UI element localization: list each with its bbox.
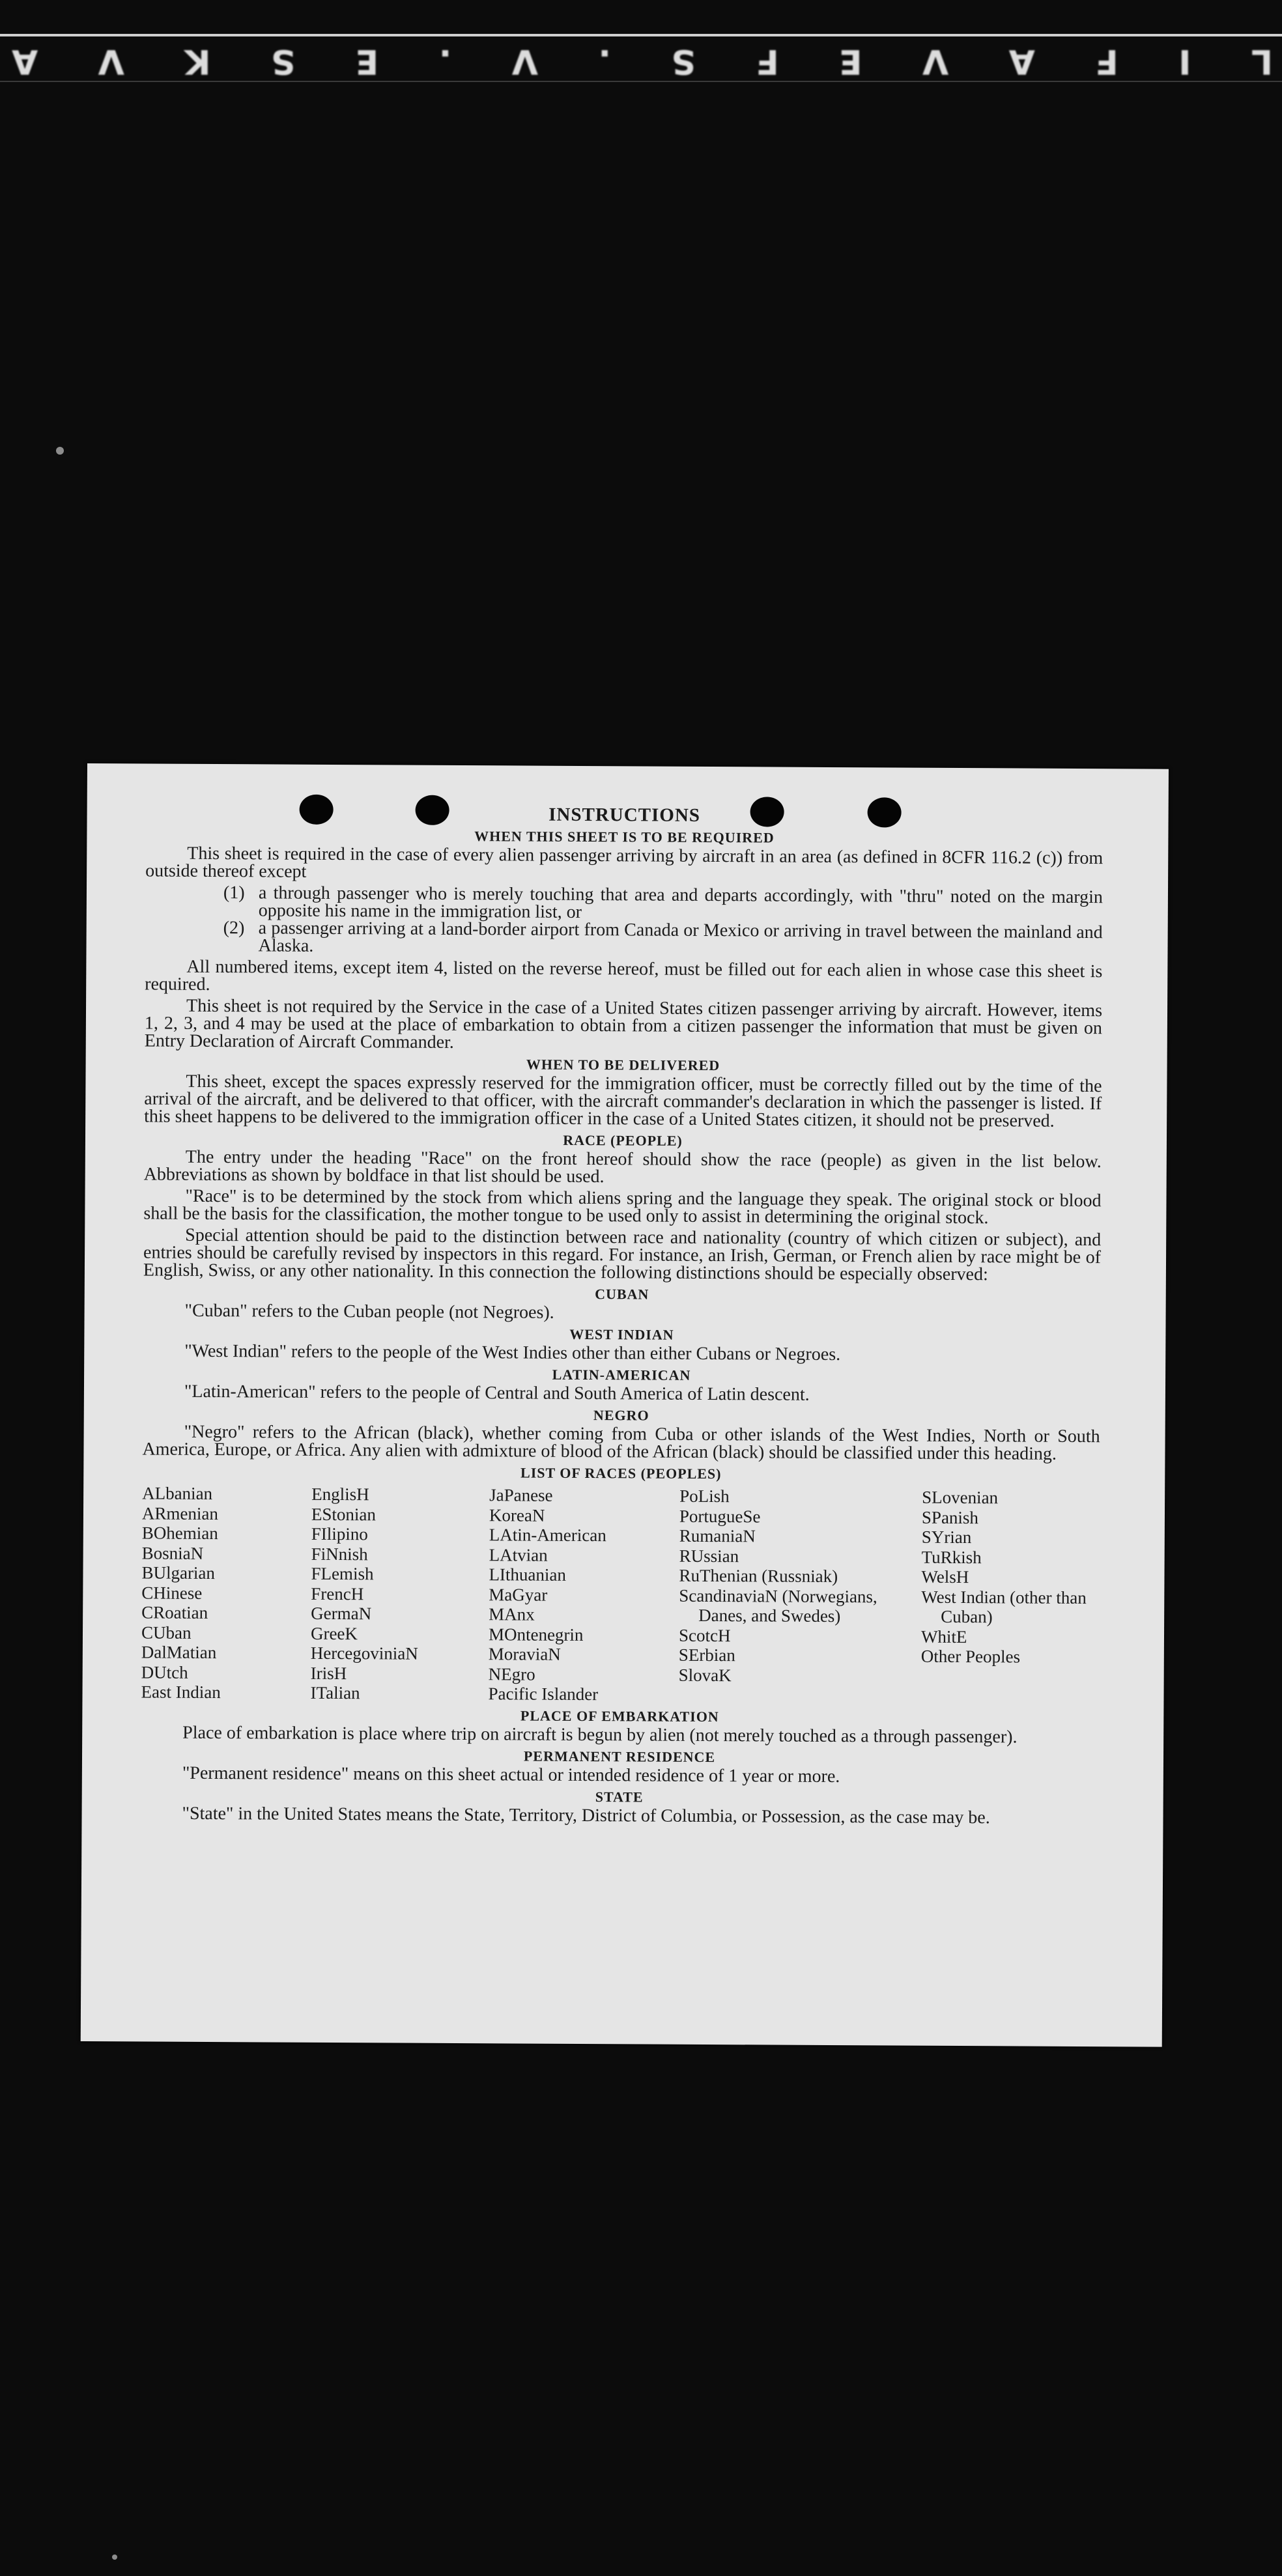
race-entry: ScotcH [678, 1625, 731, 1645]
race-entry: BosniaN [141, 1542, 204, 1563]
paragraph: "State" in the United States means the State, Territory, District of Columbia, or Possession, as the case may be. [182, 1803, 990, 1828]
list-item [223, 919, 1102, 959]
section-heading-state: STATE [595, 1788, 644, 1805]
race-entry: BUlgarian [141, 1563, 216, 1583]
paragraph: This sheet is required in the case of every alien passenger arriving by aircraft in an area (as defined in 8CFR 116.2 (c)) from outside thereof except [145, 843, 1104, 882]
race-entry: West Indian (other than Cuban) [921, 1587, 1087, 1627]
film-label-char: A [9, 42, 38, 81]
section-heading-place-of-embarkation: PLACE OF EMBARKATION [520, 1707, 719, 1725]
film-label-char: . [595, 42, 612, 81]
race-entry: PoLish [679, 1486, 730, 1507]
section-heading-when-delivered: WHEN TO BE DELIVERED [526, 1056, 720, 1074]
race-entry: WhitE [920, 1626, 967, 1647]
film-label-char: V [920, 42, 949, 81]
section-heading-list-of-races: LIST OF RACES (PEOPLES) [520, 1464, 722, 1482]
item-text: a through passenger who is merely touching that area and departs accordingly, with "thru" noted on the margin opposite his name in the immigration list, or [258, 883, 1104, 922]
race-entry: BOhemian [141, 1523, 218, 1544]
race-entry: IrisH [310, 1663, 347, 1683]
race-entry: LIthuanian [489, 1564, 567, 1585]
film-label-char: L [1248, 42, 1273, 81]
races-column-4 [678, 1486, 922, 1706]
film-label-char: E [836, 42, 862, 81]
section-heading-west-indian: WEST INDIAN [569, 1325, 674, 1343]
section-heading-negro: NEGRO [593, 1407, 649, 1424]
race-entry: HercegoviniaN [310, 1643, 418, 1663]
race-entry: GreeK [310, 1623, 358, 1643]
race-entry: LAtin-American [489, 1525, 606, 1546]
paragraph: "Cuban" refers to the Cuban people (not Negroes). [184, 1300, 554, 1323]
race-entry: SPanish [921, 1507, 979, 1527]
race-entry: KoreaN [489, 1505, 545, 1525]
item-text: a passenger arriving at a land-border airport from Canada or Mexico or arriving in travel between the mainland and Alaska. [258, 918, 1103, 956]
film-label-char: A [1006, 42, 1035, 81]
race-entry: JaPanese [489, 1485, 553, 1505]
races-column-1 [141, 1483, 311, 1703]
film-label-char: I [1176, 42, 1191, 81]
paragraph: Special attention should be paid to the distinction between race and nationality (country of which citizen or subject), and entries should be carefully revised by inspectors in this regard. For instance, an Irish, German, or French alien by race might be of English, Swiss, or any other nationality. In this connection the following distinctions should be especially observed: [143, 1224, 1102, 1285]
race-entry: RuThenian (Russniak) [679, 1565, 838, 1587]
film-label-char: . [436, 42, 452, 81]
race-entry: MAnx [489, 1604, 535, 1624]
race-entry: FrencH [311, 1583, 364, 1604]
race-entry: CHinese [141, 1582, 203, 1603]
race-entry: TuRkish [921, 1547, 982, 1567]
race-entry: NEgro [488, 1663, 535, 1684]
paragraph: "Negro" refers to the African (black), whether coming from Cuba or other islands of the West Indies, North or South America, Europe, or Africa. Any alien with admixture of blood of the African (black) should be classified under this heading. [142, 1421, 1100, 1464]
paragraph: "West Indian" refers to the people of the West Indies other than either Cubans or Negroes. [184, 1340, 841, 1365]
film-label-char: S [668, 42, 696, 81]
paragraph: "Race" is to be determined by the stock from which aliens spring and the language they speak. The original stock or blood shall be the basis for the classification, the mother tongue to be used only to assist in determining the original stock. [143, 1185, 1102, 1228]
race-entry: ITalian [310, 1682, 360, 1703]
paragraph: Place of embarkation is place where trip on aircraft is begun by alien (not merely touched as a through passenger). [182, 1722, 1018, 1747]
race-entry: GermaN [311, 1603, 372, 1624]
race-entry: FLemish [311, 1563, 374, 1584]
race-entry: MaGyar [489, 1584, 548, 1605]
film-label-char: V [95, 42, 124, 81]
sheet-content [140, 804, 1103, 1830]
race-entry: CUban [141, 1622, 192, 1643]
race-entry: ALbanian [142, 1483, 213, 1504]
race-entry: LAtvian [489, 1544, 548, 1565]
race-entry: EnglisH [311, 1484, 369, 1505]
race-entry: SLovenian [922, 1487, 999, 1508]
race-entry: WelsH [921, 1566, 969, 1587]
paragraph: "Permanent residence" means on this sheet actual or intended residence of 1 year or more. [182, 1762, 840, 1787]
film-label-char: E [352, 42, 379, 81]
film-label-char: F [1092, 42, 1118, 81]
race-entry: Other Peoples [920, 1646, 1021, 1667]
races-column-2 [310, 1484, 489, 1704]
race-entry: Pacific Islander [488, 1684, 599, 1705]
race-entry: EStonian [311, 1504, 377, 1524]
film-dust-speck [112, 2555, 117, 2560]
film-edge-label [9, 40, 1273, 82]
race-entry: MoraviaN [488, 1644, 561, 1664]
section-heading-latin-american: LATIN-AMERICAN [552, 1366, 691, 1383]
item-number: (2) [223, 918, 245, 939]
paragraph: This sheet is not required by the Service in the case of a United States citizen passenger arriving by aircraft. However, items 1, 2, 3, and 4 may be used at the place of embarkation to obtain from a citizen passenger the information that must be given on Entry Declaration of Aircraft Commander. [144, 995, 1103, 1053]
race-entry: East Indian [141, 1682, 221, 1703]
paragraph: This sheet, except the spaces expressly reserved for the immigration officer, must be correctly filled out by the time of the arrival of the aircraft, and be delivered to that officer, with the aircraft commander's declaration in which the passenger is listed. If this sheet happens to be delivered to the immigration officer in the case of a United States citizen, it should not be preserved. [144, 1071, 1102, 1131]
film-dust-speck [56, 447, 64, 455]
race-entry: FiNnish [311, 1544, 368, 1564]
section-heading-when-required: WHEN THIS SHEET IS TO BE REQUIRED [474, 828, 775, 846]
race-entry: RUssian [679, 1546, 739, 1566]
film-edge-line [0, 34, 1282, 36]
section-heading-cuban: CUBAN [595, 1286, 649, 1303]
film-label-char: S [268, 42, 296, 81]
film-label-char: F [753, 42, 779, 81]
races-column-5 [920, 1488, 1100, 1707]
instruction-sheet [81, 763, 1169, 2047]
race-entry: RumaniaN [679, 1525, 756, 1546]
item-number: (1) [223, 883, 245, 903]
film-label-char: V [509, 42, 538, 81]
section-heading-permanent-residence: PERMANENT RESIDENCE [523, 1748, 716, 1765]
race-entry: DUtch [141, 1662, 188, 1682]
races-list [141, 1483, 1100, 1706]
paragraph: All numbered items, except item 4, listed on the reverse hereof, must be filled out for each alien in whose case this sheet is required. [145, 956, 1103, 995]
race-entry: SlovaK [678, 1665, 732, 1685]
race-entry: MOntenegrin [488, 1624, 584, 1645]
page-title: INSTRUCTIONS [548, 804, 701, 826]
race-entry: DalMatian [141, 1642, 217, 1663]
race-entry: PortugueSe [679, 1506, 761, 1526]
race-entry: ScandinaviaN (Norwegians, Danes, and Swedes) [679, 1585, 877, 1626]
races-column-3 [488, 1485, 679, 1705]
list-item [223, 884, 1103, 924]
race-entry: FIlipino [311, 1523, 368, 1544]
section-heading-race: RACE (PEOPLE) [563, 1131, 683, 1149]
race-entry: SYrian [921, 1527, 972, 1548]
film-label-char: K [182, 42, 211, 81]
race-entry: CRoatian [141, 1602, 208, 1622]
paragraph: The entry under the heading "Race" on the front hereof should show the race (people) as given in the list below. Abbreviations as shown by boldface in that list should be used. [143, 1146, 1102, 1187]
race-entry: ARmenian [141, 1503, 219, 1523]
paragraph: "Latin-American" refers to the people of Central and South America of Latin descent. [184, 1381, 810, 1405]
race-entry: SErbian [678, 1645, 735, 1665]
